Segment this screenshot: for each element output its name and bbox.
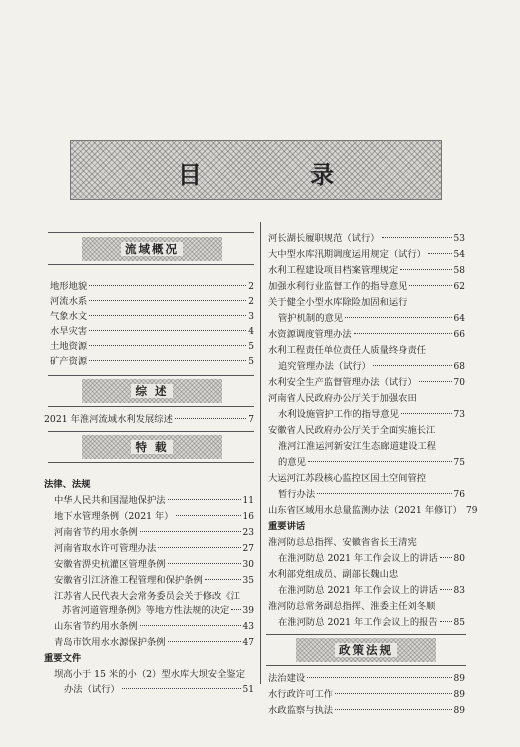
toc-entry[interactable]: 大中型水库汛期调度运用规定（试行） 54 bbox=[268, 249, 465, 260]
toc-entry[interactable]: 水旱灾害 4 bbox=[50, 326, 254, 337]
toc-entry[interactable]: 管护机制的意见 64 bbox=[278, 313, 465, 324]
section-rule bbox=[48, 375, 254, 376]
toc-entry[interactable]: 地下水管理条例（2021 年） 16 bbox=[54, 511, 254, 522]
section-rule bbox=[48, 406, 254, 407]
toc-entry-line[interactable]: 河南省人民政府办公厅关于加强农田 bbox=[268, 393, 417, 404]
toc-entry-line[interactable]: 水利工程责任单位责任人质量终身责任 bbox=[268, 345, 427, 356]
section-rule bbox=[266, 634, 466, 635]
toc-entry[interactable]: 安徽省引江济淮工程管理和保护条例 35 bbox=[54, 575, 254, 586]
toc-entry[interactable]: 2021 年淮河流域水利发展综述 7 bbox=[44, 414, 254, 425]
toc-entry[interactable]: 河流水系 2 bbox=[50, 296, 254, 307]
toc-entry-line[interactable]: 江苏省人民代表大会常务委员会关于修改《江 bbox=[54, 591, 240, 602]
toc-entry[interactable]: 追究管理办法（试行） 68 bbox=[278, 361, 465, 372]
toc-entry-line[interactable]: 淮河防总总指挥、安徽省省长王清宪 bbox=[268, 537, 417, 548]
toc-entry[interactable]: 土地资源 5 bbox=[50, 341, 254, 352]
toc-entry[interactable]: 的意见 75 bbox=[278, 457, 465, 468]
toc-entry[interactable]: 水利设施管护工作的指导意见 73 bbox=[278, 409, 465, 420]
category-speeches: 重要讲话 bbox=[268, 521, 306, 532]
toc-entry[interactable]: 青岛市饮用水水源保护条例 47 bbox=[54, 637, 254, 648]
section-heading-overview: 流域概况 bbox=[82, 237, 222, 261]
category-laws: 法律、法规 bbox=[44, 479, 91, 490]
section-rule bbox=[266, 665, 466, 666]
toc-entry[interactable]: 办法（试行） 51 bbox=[64, 684, 254, 695]
toc-entry[interactable]: 水利安全生产监督管理办法（试行） 70 bbox=[268, 377, 465, 388]
toc-entry[interactable]: 在淮河防总 2021 年工作会议上的报告 85 bbox=[278, 617, 465, 628]
toc-entry[interactable]: 山东省区域用水总量监测办法（2021 年修订） 79 bbox=[268, 505, 478, 516]
section-heading-special: 特 载 bbox=[82, 435, 222, 459]
toc-entry[interactable]: 河南省节约用水条例 23 bbox=[54, 527, 254, 538]
toc-entry[interactable]: 水政监察与执法 89 bbox=[268, 705, 465, 716]
toc-entry[interactable]: 河长湖长履职规范（试行） 53 bbox=[268, 233, 465, 244]
toc-entry[interactable]: 河南省取水许可管理办法 27 bbox=[54, 543, 254, 554]
toc-entry[interactable]: 在淮河防总 2021 年工作会议上的讲话 83 bbox=[278, 585, 465, 596]
section-heading-summary: 综 述 bbox=[82, 379, 222, 403]
toc-entry[interactable]: 水利工程建设项目档案管理规定 58 bbox=[268, 265, 465, 276]
section-rule bbox=[48, 462, 254, 463]
toc-title-banner bbox=[70, 140, 442, 200]
toc-title: 目 录 bbox=[177, 160, 385, 189]
section-rule bbox=[48, 264, 254, 265]
toc-entry-line[interactable]: 坝高小于 15 米的小（2）型水库大坝安全鉴定 bbox=[54, 669, 245, 680]
toc-entry-line[interactable]: 关于健全小型水库除险加固和运行 bbox=[268, 297, 408, 308]
toc-entry[interactable]: 法治建设 89 bbox=[268, 673, 465, 684]
toc-entry[interactable]: 暂行办法 76 bbox=[278, 489, 465, 500]
toc-entry[interactable]: 水行政许可工作 89 bbox=[268, 689, 465, 700]
toc-entry[interactable]: 山东省节约用水条例 43 bbox=[54, 621, 254, 632]
toc-entry[interactable]: 加强水利行业监督工作的指导意见 62 bbox=[268, 281, 465, 292]
section-rule bbox=[48, 431, 254, 432]
toc-entry-line[interactable]: 大运河江苏段核心监控区国土空间管控 bbox=[268, 473, 427, 484]
toc-entry[interactable]: 苏省河道管理条例》等地方性法规的决定 39 bbox=[62, 605, 254, 616]
toc-entry[interactable]: 地形地貌 2 bbox=[50, 281, 254, 292]
category-documents: 重要文件 bbox=[44, 653, 82, 664]
toc-entry-line[interactable]: 水利部党组成员、副部长魏山忠 bbox=[268, 569, 399, 580]
toc-entry[interactable]: 安徽省淠史杭灌区管理条例 30 bbox=[54, 559, 254, 570]
toc-entry[interactable]: 在淮河防总 2021 年工作会议上的讲话 80 bbox=[278, 553, 465, 564]
section-heading-policy: 政策法规 bbox=[296, 638, 436, 662]
toc-entry-line[interactable]: 安徽省人民政府办公厅关于全面实施长江 bbox=[268, 425, 436, 436]
toc-entry-line[interactable]: 淮河江淮运河新安江生态廊道建设工程 bbox=[278, 441, 437, 452]
toc-entry[interactable]: 中华人民共和国湿地保护法 11 bbox=[54, 495, 254, 506]
column-divider bbox=[260, 222, 261, 684]
section-rule bbox=[48, 232, 254, 233]
toc-entry[interactable]: 矿产资源 5 bbox=[50, 356, 254, 367]
toc-entry[interactable]: 水资源调度管理办法 66 bbox=[268, 329, 465, 340]
toc-entry[interactable]: 气象水文 3 bbox=[50, 311, 254, 322]
toc-entry-line[interactable]: 淮河防总常务副总指挥、淮委主任刘冬顺 bbox=[268, 601, 436, 612]
